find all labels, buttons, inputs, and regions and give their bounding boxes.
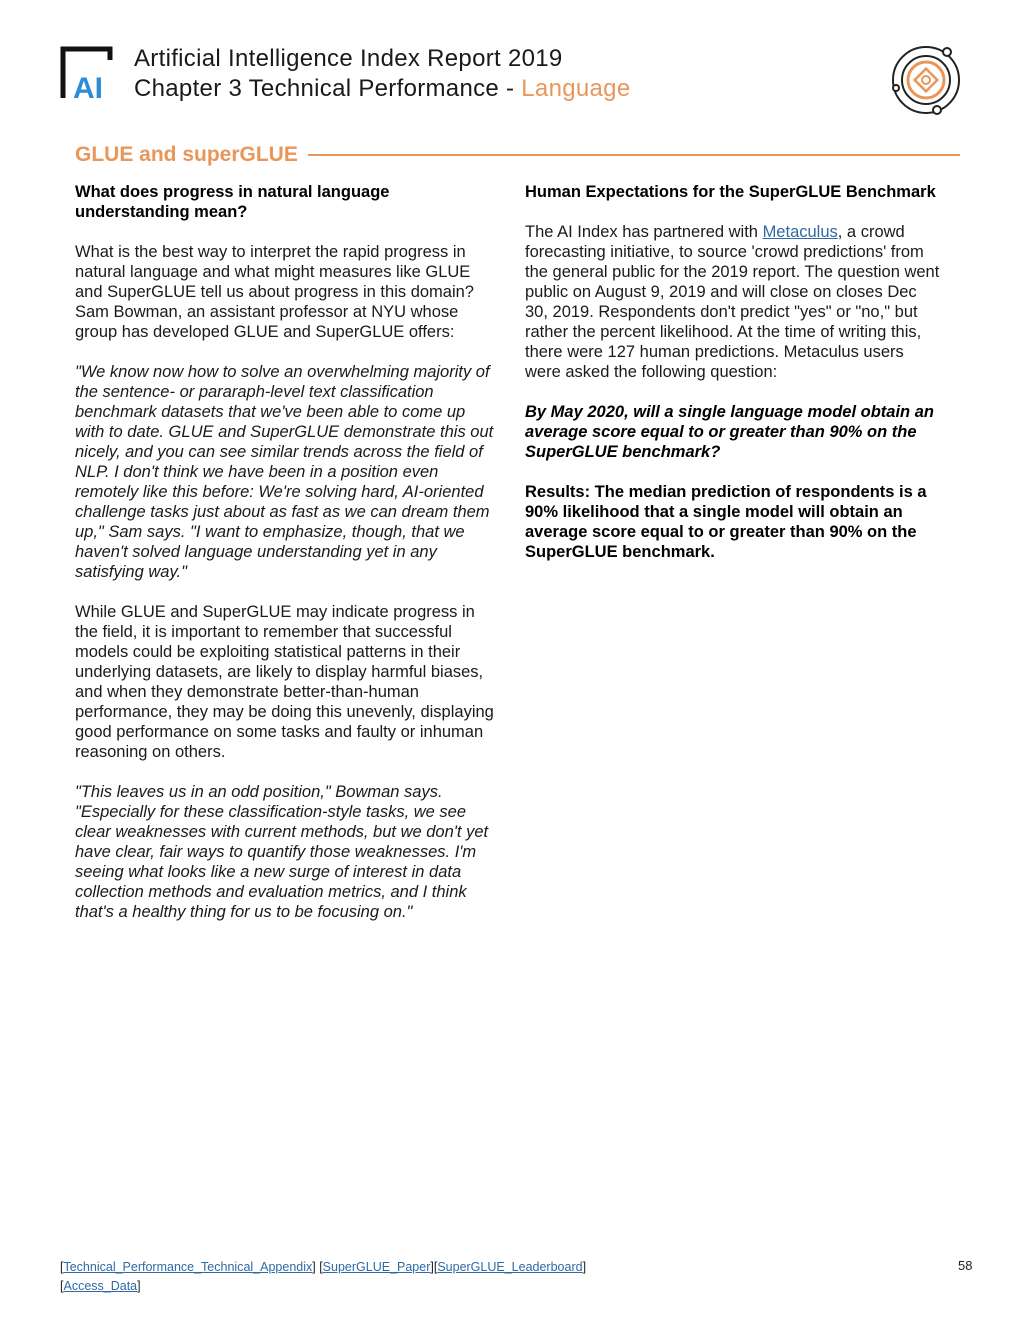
right-paragraph-1-start: The AI Index has partnered with — [525, 223, 763, 241]
bowman-quote-2: "This leaves us in an odd position," Bowman says. "Especially for these classification-style tasks, we see clear weaknesses with current methods, but we don't yet have clear, fair ways to quantify those weaknesses. I'm seeing what looks like a new surge of interest in data collection methods and evaluation metrics, and I think that's a healthy thing for us to be focusing on." — [75, 783, 489, 921]
left-heading: What does progress in natural language understanding mean? — [75, 183, 390, 221]
right-heading: Human Expectations for the SuperGLUE Benchmark — [525, 183, 936, 201]
left-column — [75, 182, 495, 942]
bowman-quote-1: "We know now how to solve an overwhelming majority of the sentence- or pararaph-level text classification benchmark datasets that we've been able to come up with to date. GLUE and SuperGLUE demonstrate this out nicely, and you can see similar trends across the field of NLP. I don't think we have been in a position even remotely like this before: We're solving hard, AI-oriented challenge tasks just about as fast as we can dream them up," Sam says. "I want to emphasize, though, that we haven't solved language understanding yet in any satisfying way." — [75, 363, 494, 581]
right-paragraph-1 — [525, 222, 943, 382]
metaculus-link[interactable]: Metaculus — [762, 223, 838, 241]
forecast-results: Results: The median prediction of respondents is a 90% likelihood that a single model will obtain an average score equal to or greater than 90% on the SuperGLUE benchmark. — [525, 483, 927, 561]
left-paragraph-1: What is the best way to interpret the rapid progress in natural language and what might measures like GLUE and SuperGLUE tell us about progress in this domain? Sam Bowman, an assistant professor at NYU whose group has developed GLUE and SuperGLUE offers: — [75, 243, 474, 341]
left-paragraph-2: While GLUE and SuperGLUE may indicate progress in the field, it is important to remember that successful models could be exploiting statistical patterns in their underlying datasets, are likely to display harmful biases, and when they demonstrate better-than-human performance, they may be doing this unevenly, displaying good performance on some tasks and faulty or inhuman reasoning on others. — [75, 603, 494, 761]
page-number: 58 — [958, 1258, 973, 1273]
report-title — [134, 44, 630, 104]
report-title-line2 — [134, 74, 630, 104]
section-divider — [308, 154, 960, 156]
logo-text: AI — [73, 72, 103, 102]
forecast-question: By May 2020, will a single language model obtain an average score equal to or greater than 90% on the SuperGLUE benchmark? — [525, 403, 934, 461]
chapter-label: Chapter 3 Technical Performance - — [134, 75, 522, 102]
right-column — [525, 182, 943, 582]
section-heading — [75, 140, 960, 170]
superglue-paper-link[interactable]: SuperGLUE_Paper — [322, 1260, 431, 1274]
ai-index-logo — [60, 46, 122, 102]
footer-links: [Technical_Performance_Technical_Appendix] [SuperGLUE_Paper][SuperGLUE_Leaderboard] [Access_Data] — [60, 1260, 587, 1293]
right-paragraph-1-end: , a crowd forecasting initiative, to source 'crowd predictions' from the general public for the 2019 report. The question went public on August 9, 2019 and will close on closes Dec 30, 2019. Respondents don't predict "yes" or "no," but rather the percent likelihood. At the time of writing this, there were 127 human predictions. Metaculus users were asked the following question: — [525, 223, 940, 381]
chapter-emblem-icon — [888, 42, 964, 118]
superglue-leaderboard-link[interactable]: SuperGLUE_Leaderboard — [437, 1260, 583, 1274]
chapter-topic: Language — [521, 75, 631, 102]
report-title-line1: Artificial Intelligence Index Report 2019 — [134, 45, 563, 72]
access-data-link[interactable]: Access_Data — [63, 1279, 138, 1293]
technical-appendix-link[interactable]: Technical_Performance_Technical_Appendix — [63, 1260, 313, 1274]
section-title: GLUE and superGLUE — [75, 143, 298, 166]
